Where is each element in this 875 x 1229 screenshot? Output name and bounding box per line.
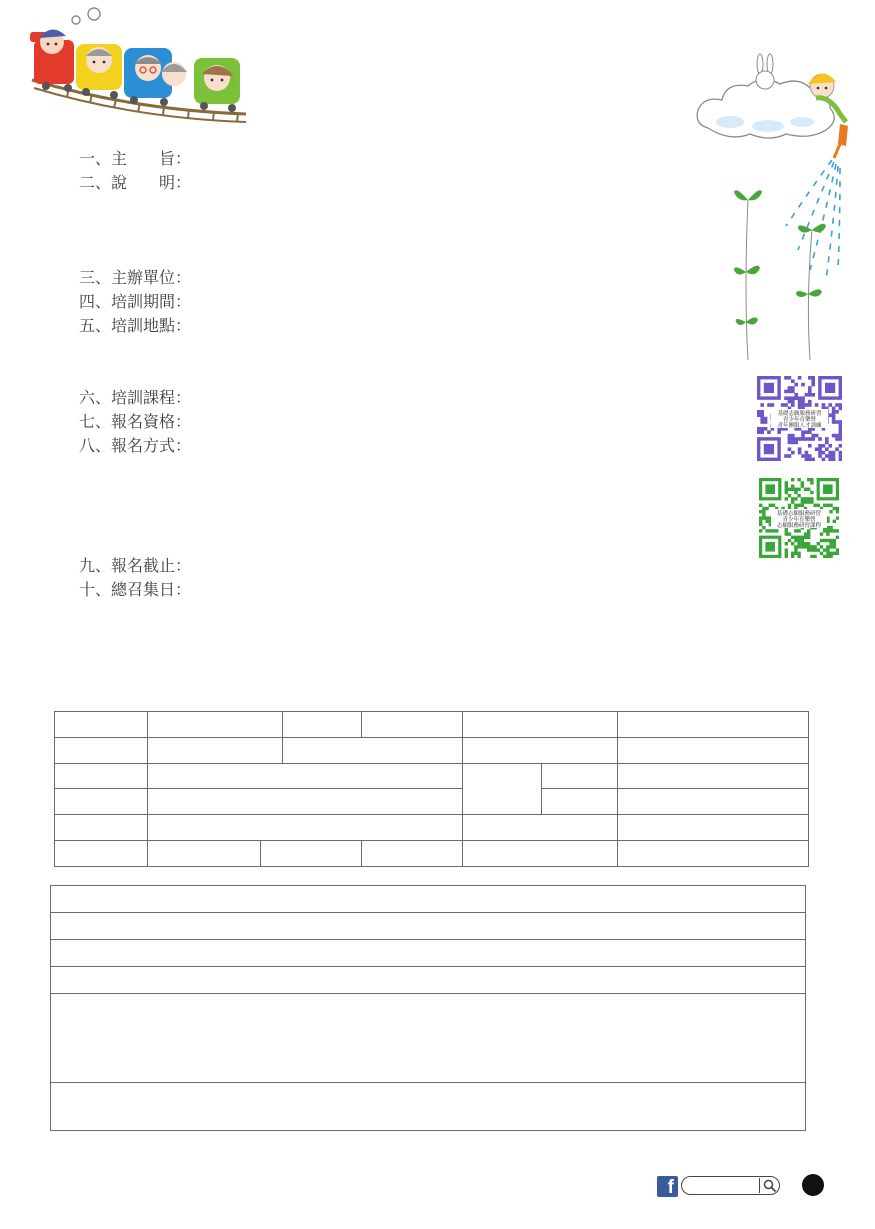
qr-code-1[interactable]	[757, 376, 842, 461]
search-divider	[759, 1178, 760, 1193]
form-cell[interactable]	[148, 764, 463, 789]
form-cell[interactable]	[463, 738, 618, 764]
form-cell[interactable]	[148, 815, 463, 841]
section-label-registration-method: 八、報名方式：	[79, 436, 192, 455]
form-row	[51, 886, 806, 913]
section-label-eligibility: 七、報名資格：	[79, 412, 192, 431]
form-cell[interactable]	[618, 764, 809, 789]
train-illustration-icon	[24, 2, 260, 124]
form-cell[interactable]	[618, 738, 809, 764]
qr-code-1-caption-1: 基礎志願服務研習	[777, 411, 822, 417]
form-cell[interactable]	[261, 841, 362, 867]
page-marker	[802, 1174, 824, 1196]
section-label-organizer: 三、主辦單位：	[79, 268, 192, 287]
form-cell[interactable]	[148, 738, 283, 764]
form-row	[51, 1083, 806, 1131]
form-cell[interactable]	[618, 841, 809, 867]
form-cell[interactable]	[542, 764, 618, 789]
form-cell[interactable]	[55, 841, 148, 867]
section-label-purpose: 一、主 旨：	[79, 149, 192, 168]
qr-code-1-caption-2: 青少年育樂營	[782, 417, 817, 423]
form-cell[interactable]	[618, 712, 809, 738]
search-icon[interactable]	[763, 1179, 777, 1193]
form-cell[interactable]	[51, 940, 806, 967]
form-cell[interactable]	[148, 712, 283, 738]
form-row	[55, 789, 809, 815]
sprout-icon	[746, 200, 812, 360]
qr-code-1-caption-3: 青年團服人才訓練	[777, 423, 822, 429]
form-row	[55, 841, 809, 867]
form-cell[interactable]	[148, 841, 261, 867]
form-cell[interactable]	[362, 712, 463, 738]
facebook-icon[interactable]: f	[657, 1176, 678, 1197]
form-row	[55, 815, 809, 841]
form-cell[interactable]	[618, 815, 809, 841]
form-row	[51, 913, 806, 940]
form-cell[interactable]	[542, 789, 618, 815]
form-row	[51, 967, 806, 994]
form-cell[interactable]	[283, 712, 362, 738]
form-cell[interactable]	[463, 764, 542, 815]
section-label-description: 二、說 明：	[79, 173, 192, 192]
form-row	[55, 764, 809, 789]
section-label-general-assembly: 十、總召集日：	[79, 580, 192, 599]
form-cell[interactable]	[55, 738, 148, 764]
form-cell[interactable]	[463, 712, 618, 738]
form-cell[interactable]	[51, 913, 806, 940]
section-label-training-location: 五、培訓地點：	[79, 316, 192, 335]
qr-code-2-caption-1: 基礎志願服務研習	[776, 511, 822, 517]
form-cell[interactable]	[51, 886, 806, 913]
form-cell[interactable]	[618, 789, 809, 815]
form-cell[interactable]	[362, 841, 463, 867]
form-row	[51, 994, 806, 1083]
section-label-training-courses: 六、培訓課程：	[79, 388, 192, 407]
registration-details-table	[50, 885, 806, 1131]
registration-form-table	[54, 711, 809, 867]
form-cell[interactable]	[55, 815, 148, 841]
cloud-watering-illustration-icon	[690, 50, 860, 366]
section-label-training-period: 四、培訓期間：	[79, 292, 192, 311]
form-cell[interactable]	[463, 841, 618, 867]
form-row	[51, 940, 806, 967]
form-cell[interactable]	[148, 789, 463, 815]
form-cell[interactable]	[55, 764, 148, 789]
section-label-registration-deadline: 九、報名截止：	[79, 556, 192, 575]
form-cell[interactable]	[51, 994, 806, 1083]
form-cell[interactable]	[51, 967, 806, 994]
form-row	[55, 712, 809, 738]
qr-code-2-caption-3: 志願服務研習課程	[776, 523, 822, 529]
form-cell[interactable]	[463, 815, 618, 841]
form-cell[interactable]	[51, 1083, 806, 1131]
form-cell[interactable]	[55, 712, 148, 738]
form-cell[interactable]	[283, 738, 463, 764]
qr-code-2-caption-2: 青少年育樂營	[782, 517, 816, 523]
form-row	[55, 738, 809, 764]
form-cell[interactable]	[55, 789, 148, 815]
qr-code-2[interactable]	[759, 478, 839, 558]
